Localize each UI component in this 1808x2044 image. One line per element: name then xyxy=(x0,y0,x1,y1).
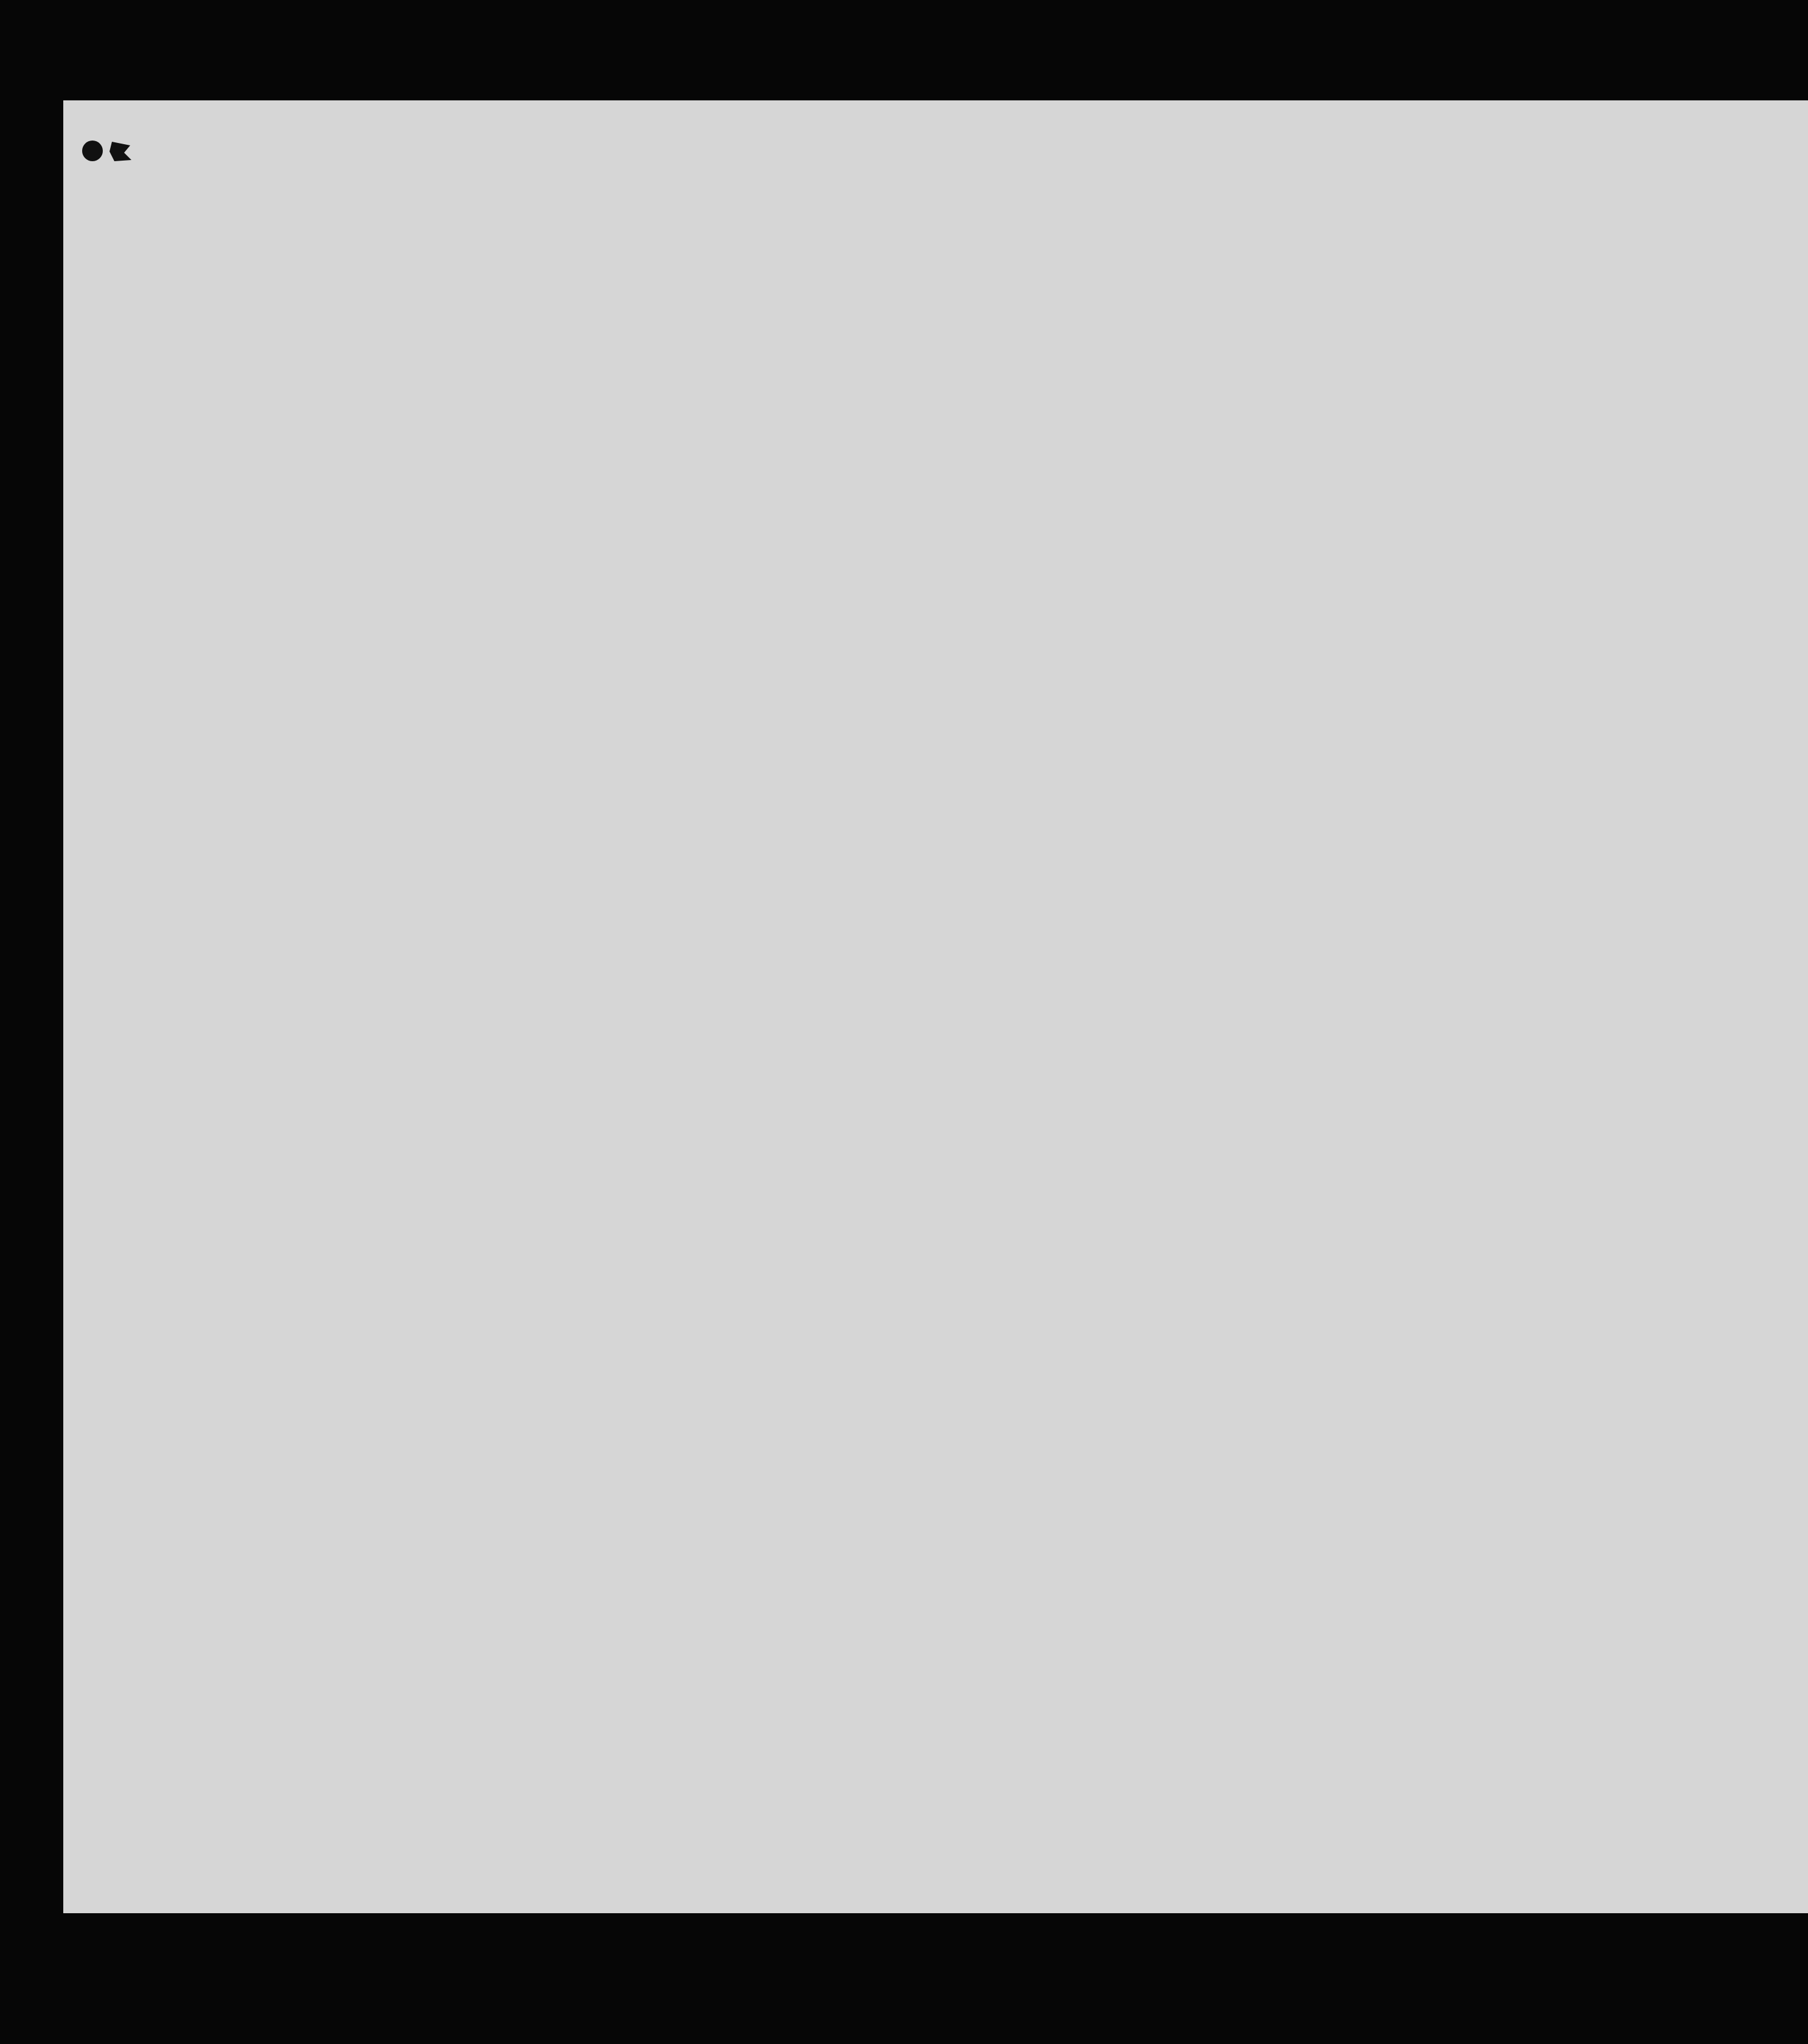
manifest-sheet xyxy=(63,100,1808,1913)
form-rules xyxy=(63,100,1808,1913)
